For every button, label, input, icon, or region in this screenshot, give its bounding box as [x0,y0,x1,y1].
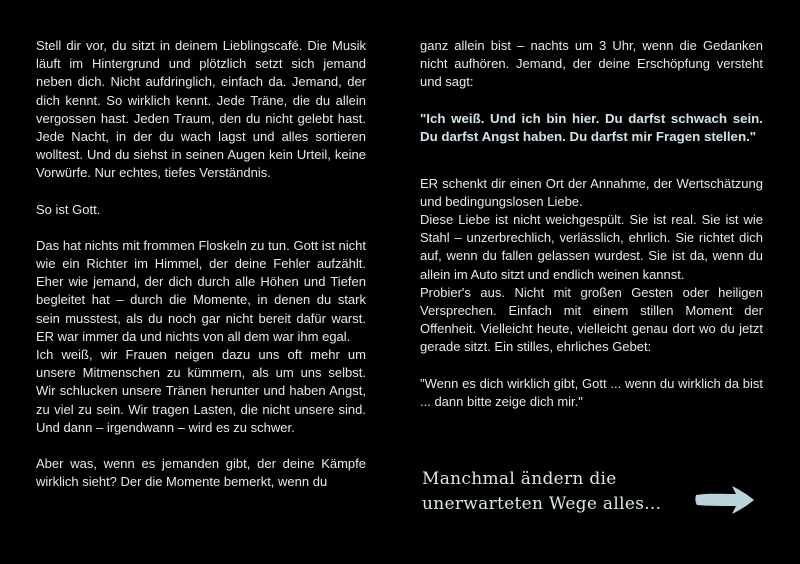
prayer-quote: "Wenn es dich wirklich gibt, Gott ... wenn du wirklich da bist ... dann bitte zeige dich mir." [420,375,763,409]
arrow-shape [695,486,754,514]
right-column [420,37,763,411]
continuation-paragraph: ganz allein bist – nachts um 3 Uhr, wenn die Gedanken nicht aufhören. Jemand, der deine Erschöpfung versteht und sagt: [420,38,763,90]
so-ist-gott-line: So ist Gott. [36,201,101,217]
arrow-right-icon[interactable] [694,483,756,517]
closing-line-1: Manchmal ändern die [422,469,617,489]
paragraph-kaempfe: Aber was, wenn es jemanden gibt, der deine Kämpfe wirklich sieht? Der die Momente bemerkt, wenn du [36,456,366,490]
left-column [36,37,366,491]
paragraph-frauen: Ich weiß, wir Frauen neigen dazu uns oft mehr um unsere Mitmenschen zu kümmern, als um uns selbst. Wir schlucken unsere Tränen herunter und haben Angst, zu viel zu sein. Wir tragen Lasten, die nicht unsere sind. Und dann – irgendwann – wird es zu schwer. [36,347,366,435]
paragraph-annahme: ER schenkt dir einen Ort der Annahme, der Wertschätzung und bedingungslosen Liebe. [420,175,763,209]
closing-tagline [422,467,661,517]
paragraph-stahl: Diese Liebe ist nicht weichgespült. Sie ist real. Sie ist wie Stahl – unzerbrechlich, verlässlich, ehrlich. Sie richtet dich auf, wenn du fallen gelassen wurdest. Sie ist da, wenn du allein im Auto sitzt und endlich weinen kannst. [420,212,763,282]
intro-paragraph: Stell dir vor, du sitzt in deinem Lieblingscafé. Die Musik läuft im Hintergrund und plötzlich setzt sich jemand neben dich. Nicht aufdringlich, einfach da. Jemand, der dich kennt. So wirklich kennt. Jede Träne, die du allein vergossen hast. Jeden Traum, den du nicht gelebt hast. Jede Nacht, in der du wach lagst und alles sortieren wolltest. Und du siehst in seinen Augen kein Urteil, keine Vorwürfe. Nur echtes, tiefes Verständnis. [36,38,366,181]
paragraph-probiers: Probier's aus. Nicht mit großen Gesten oder heiligen Versprechen. Einfach mit einem stillen Moment der Offenheit. Vielleicht heute, vielleicht genau dort wo du jetzt gerade sitzt. Ein stilles, ehrliches Gebet: [420,284,763,355]
paragraph-floskeln: Das hat nichts mit frommen Floskeln zu tun. Gott ist nicht wie ein Richter im Himmel, der deine Fehler aufzählt. Eher wie jemand, der dich durch alle Höhen und Tiefen begleitet hat – durch die Momente, in denen du stark sein musstest, als du noch gar nicht bereit dafür warst. ER war immer da und nichts von all dem war ihm egal. [36,237,366,344]
bold-quote: "Ich weiß. Und ich bin hier. Du darfst schwach sein. Du darfst Angst haben. Du darfst mir Fragen stellen." [420,110,763,145]
closing-line-2: unerwarteten Wege alles... [422,494,662,514]
